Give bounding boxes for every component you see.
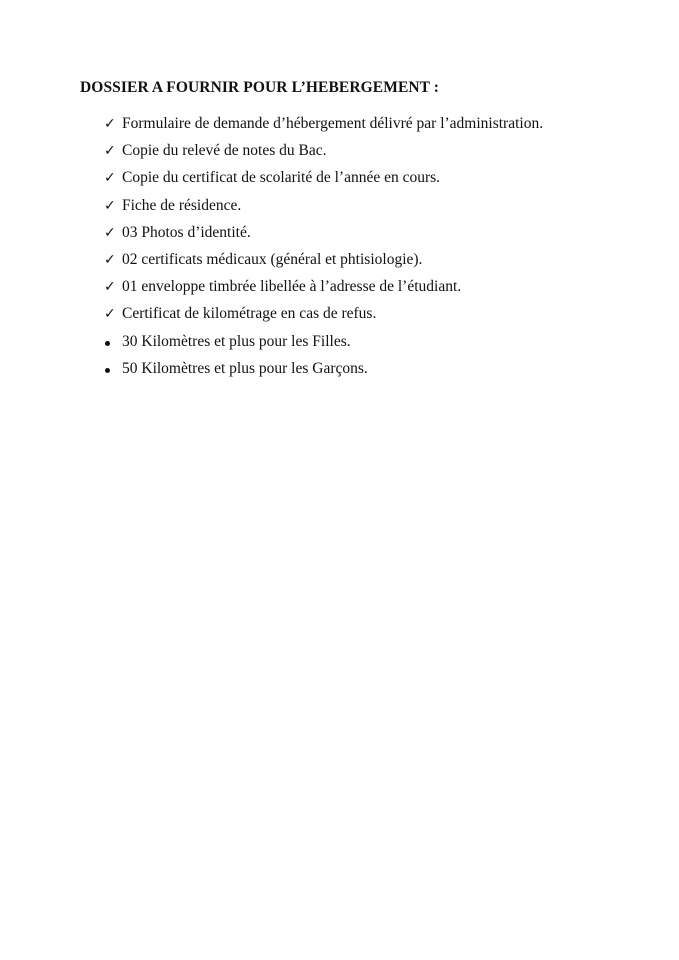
list-item-text: Copie du relevé de notes du Bac. bbox=[122, 142, 327, 160]
list-item-text: Certificat de kilométrage en cas de refus. bbox=[122, 305, 377, 323]
check-icon: ✓ bbox=[104, 116, 116, 132]
list-item bbox=[104, 141, 543, 168]
list-item-text: 30 Kilomètres et plus pour les Filles. bbox=[122, 332, 351, 350]
list-item-text: Copie du certificat de scolarité de l’année en cours. bbox=[122, 169, 441, 187]
requirements-list bbox=[104, 114, 543, 386]
list-item bbox=[104, 359, 543, 386]
check-icon: ✓ bbox=[104, 251, 116, 268]
list-item bbox=[104, 332, 543, 359]
list-item-text: 50 Kilomètres et plus pour les Garçons. bbox=[122, 359, 368, 377]
list-item bbox=[104, 250, 543, 277]
document-title: DOSSIER A FOURNIR POUR L’HEBERGEMENT : bbox=[80, 79, 440, 96]
list-item bbox=[104, 223, 543, 250]
list-item bbox=[104, 114, 543, 141]
list-item bbox=[104, 196, 543, 223]
list-item-text: 03 Photos d’identité. bbox=[122, 223, 251, 241]
list-item-text: Fiche de résidence. bbox=[122, 196, 242, 214]
check-icon: ✓ bbox=[104, 224, 116, 241]
list-item-text: Formulaire de demande d’hébergement délivré par l’administration. bbox=[122, 115, 544, 132]
list-item bbox=[104, 277, 543, 304]
list-item bbox=[104, 168, 543, 195]
check-icon: ✓ bbox=[104, 197, 116, 214]
check-icon: ✓ bbox=[104, 279, 116, 296]
check-icon: ✓ bbox=[104, 306, 116, 323]
list-item-text: 01 enveloppe timbrée libellée à l’adresse de l’étudiant. bbox=[122, 278, 462, 296]
list-item-text: 02 certificats médicaux (général et phtisiologie). bbox=[122, 250, 423, 268]
list-item bbox=[104, 304, 543, 331]
check-icon: ✓ bbox=[104, 143, 116, 160]
check-icon: ✓ bbox=[104, 170, 116, 187]
